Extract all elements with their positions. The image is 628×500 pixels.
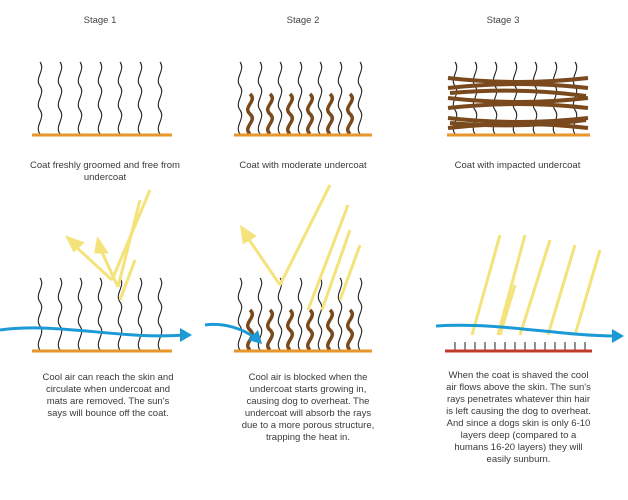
stage-2-description: Cool air is blocked when the undercoat starts growing in, causing dog to overheat. The undercoat will absorb the rays due to a more porous structure, trapping the heat in.	[241, 372, 375, 443]
stage-3-description: When the coat is shaved the cool air flows above the skin. The sun's rays penetrates whatever thin hair is left causing the dog to overheat. And since a dogs skin is only 6-10 layers deep (compared to a humans 16-20 layers) they will easily sunburn.	[446, 370, 591, 465]
stage-3-air-flow	[436, 325, 624, 343]
stage-1-air-flow	[0, 328, 192, 342]
stage-1-sun-rays	[68, 190, 150, 300]
stage-1-coat-bottom	[38, 278, 161, 350]
stage-2-title: Stage 2	[286, 15, 320, 26]
stage-2-coat	[238, 62, 361, 134]
stage-1-title: Stage 1	[83, 15, 117, 26]
stage-3-sun-rays	[472, 235, 600, 335]
stage-1-caption: Coat freshly groomed and free from undercoat	[30, 160, 180, 183]
stage-3-coat	[448, 62, 588, 134]
stage-1-coat	[38, 62, 161, 134]
stage-3-shaved-hair	[455, 342, 585, 350]
stage-2-caption: Coat with moderate undercoat	[239, 160, 367, 171]
stage-1-description: Cool air can reach the skin and circulate when undercoat and mats are removed. The sun's says will bounce off the coat.	[42, 372, 174, 419]
stage-3-title: Stage 3	[486, 15, 520, 26]
stage-3-caption: Coat with impacted undercoat	[454, 160, 581, 171]
